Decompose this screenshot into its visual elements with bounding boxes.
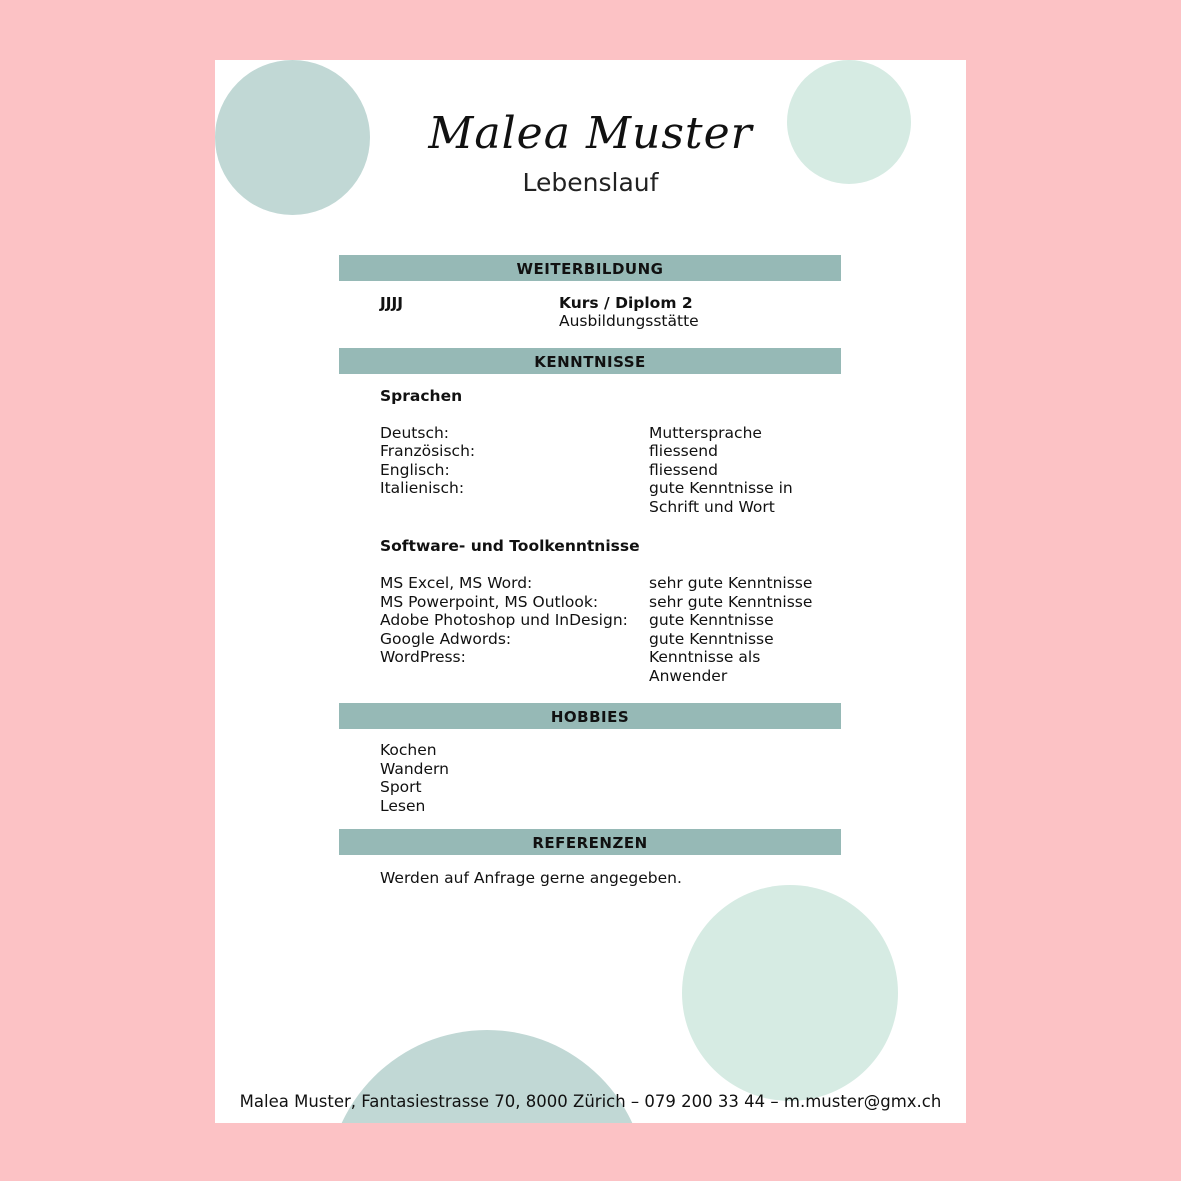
software-level: sehr gute Kenntnisse: [649, 593, 813, 611]
section-title-referenzen: REFERENZEN: [339, 829, 841, 855]
cv-name: Malea Muster: [428, 108, 753, 159]
section-title-hobbies: HOBBIES: [339, 703, 841, 729]
software-level: sehr gute Kenntnisse: [649, 574, 813, 592]
hobby-item: Kochen: [380, 741, 437, 759]
software-heading: Software- und Toolkenntnisse: [380, 537, 640, 555]
language-level: Muttersprache: [649, 424, 762, 442]
software-label: MS Powerpoint, MS Outlook:: [380, 593, 599, 611]
language-label: Englisch:: [380, 461, 450, 479]
language-level: fliessend: [649, 461, 718, 479]
weiterbildung-course: Kurs / Diplom 2: [559, 294, 693, 312]
software-label: WordPress:: [380, 648, 466, 666]
language-label: Italienisch:: [380, 479, 465, 497]
software-label: Google Adwords:: [380, 630, 512, 648]
software-level: Kenntnisse als: [649, 648, 761, 666]
language-level-continued: Schrift und Wort: [649, 498, 775, 516]
software-level: gute Kenntnisse: [649, 630, 774, 648]
hobby-item: Sport: [380, 778, 422, 796]
software-label: MS Excel, MS Word:: [380, 574, 533, 592]
language-label: Deutsch:: [380, 424, 450, 442]
language-level: gute Kenntnisse in: [649, 479, 793, 497]
software-level-continued: Anwender: [649, 667, 728, 685]
section-title-kenntnisse: KENNTNISSE: [339, 348, 841, 374]
cv-subtitle: Lebenslauf: [522, 168, 659, 197]
language-level: fliessend: [649, 442, 718, 460]
language-label: Französisch:: [380, 442, 476, 460]
hobby-item: Wandern: [380, 760, 449, 778]
software-label: Adobe Photoshop und InDesign:: [380, 611, 628, 629]
referenzen-text: Werden auf Anfrage gerne angegeben.: [380, 869, 682, 887]
hobby-item: Lesen: [380, 797, 426, 815]
languages-heading: Sprachen: [380, 387, 463, 405]
section-title-weiterbildung: WEITERBILDUNG: [339, 255, 841, 281]
weiterbildung-year: JJJJ: [380, 294, 404, 312]
software-level: gute Kenntnisse: [649, 611, 774, 629]
footer-contact: Malea Muster, Fantasiestrasse 70, 8000 Zürich – 079 200 33 44 – m.muster@gmx.ch: [239, 1092, 942, 1111]
weiterbildung-institution: Ausbildungsstätte: [559, 312, 699, 330]
cv-page: [215, 60, 966, 1123]
decor-circle-bottom-right: [682, 885, 898, 1101]
